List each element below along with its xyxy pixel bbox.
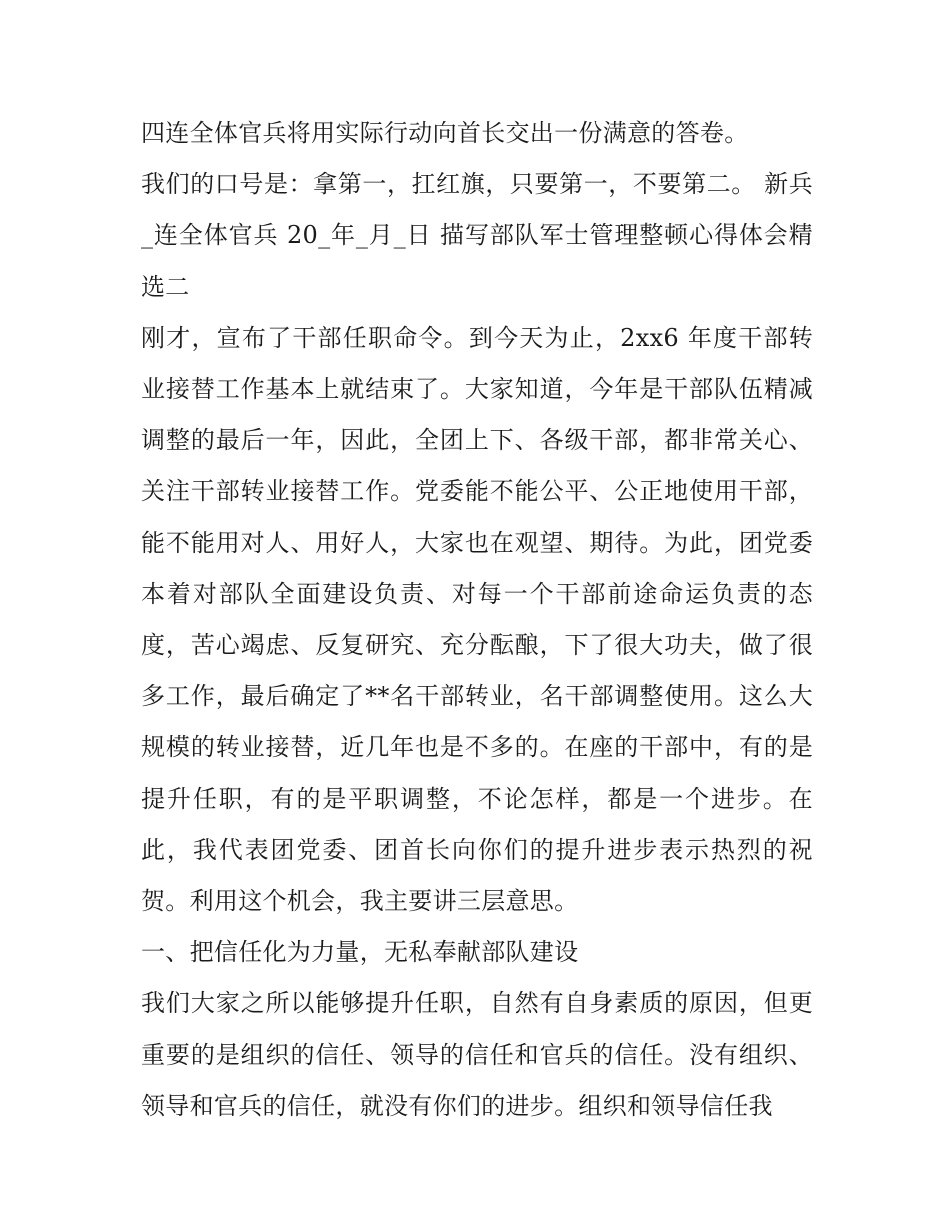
paragraph-trust-body: 我们大家之所以能够提升任职，自然有自身素质的原因，但更重要的是组织的信任、领导的信任和官兵的信任。没有组织、领导和官兵的信任，就没有你们的进步。组织和领导信任我 [141, 989, 813, 1120]
paragraph-slogan-and-title: 我们的口号是：拿第一，扛红旗，只要第一，不要第二。 新兵_连全体官兵 20_年_月_日 描写部队军士管理整顿心得体会精选二 [141, 170, 813, 301]
paragraph-closing-pledge: 四连全体官兵将用实际行动向首长交出一份满意的答卷。 [141, 119, 749, 147]
paragraph-speech-intro: 刚才，宣布了干部任职命令。到今天为止，2xx6 年度干部转业接替工作基本上就结束了。大家知道，今年是干部队伍精减调整的最后一年，因此，全团上下、各级干部，都非常关心、关注干部转业接替工作。党委能不能公平、公正地使用干部，能不能用对人、用好人，大家也在观望、期待。为此，团党委本着对部队全面建设负责、对每一个干部前途命运负责的态度，苦心竭虑、反复研究、充分酝酿，下了很大功夫，做了很多工作，最后确定了**名干部转业，名干部调整使用。这么大规模的转业接替，近几年也是不多的。在座的干部中，有的是提升任职，有的是平职调整，不论怎样，都是一个进步。在此，我代表团党委、团首长向你们的提升进步表示热烈的祝贺。利用这个机会，我主要讲三层意思。 [141, 323, 813, 916]
document-body [141, 108, 813, 1132]
section-heading-trust: 一、把信任化为力量，无私奉献部队建设 [141, 938, 579, 967]
